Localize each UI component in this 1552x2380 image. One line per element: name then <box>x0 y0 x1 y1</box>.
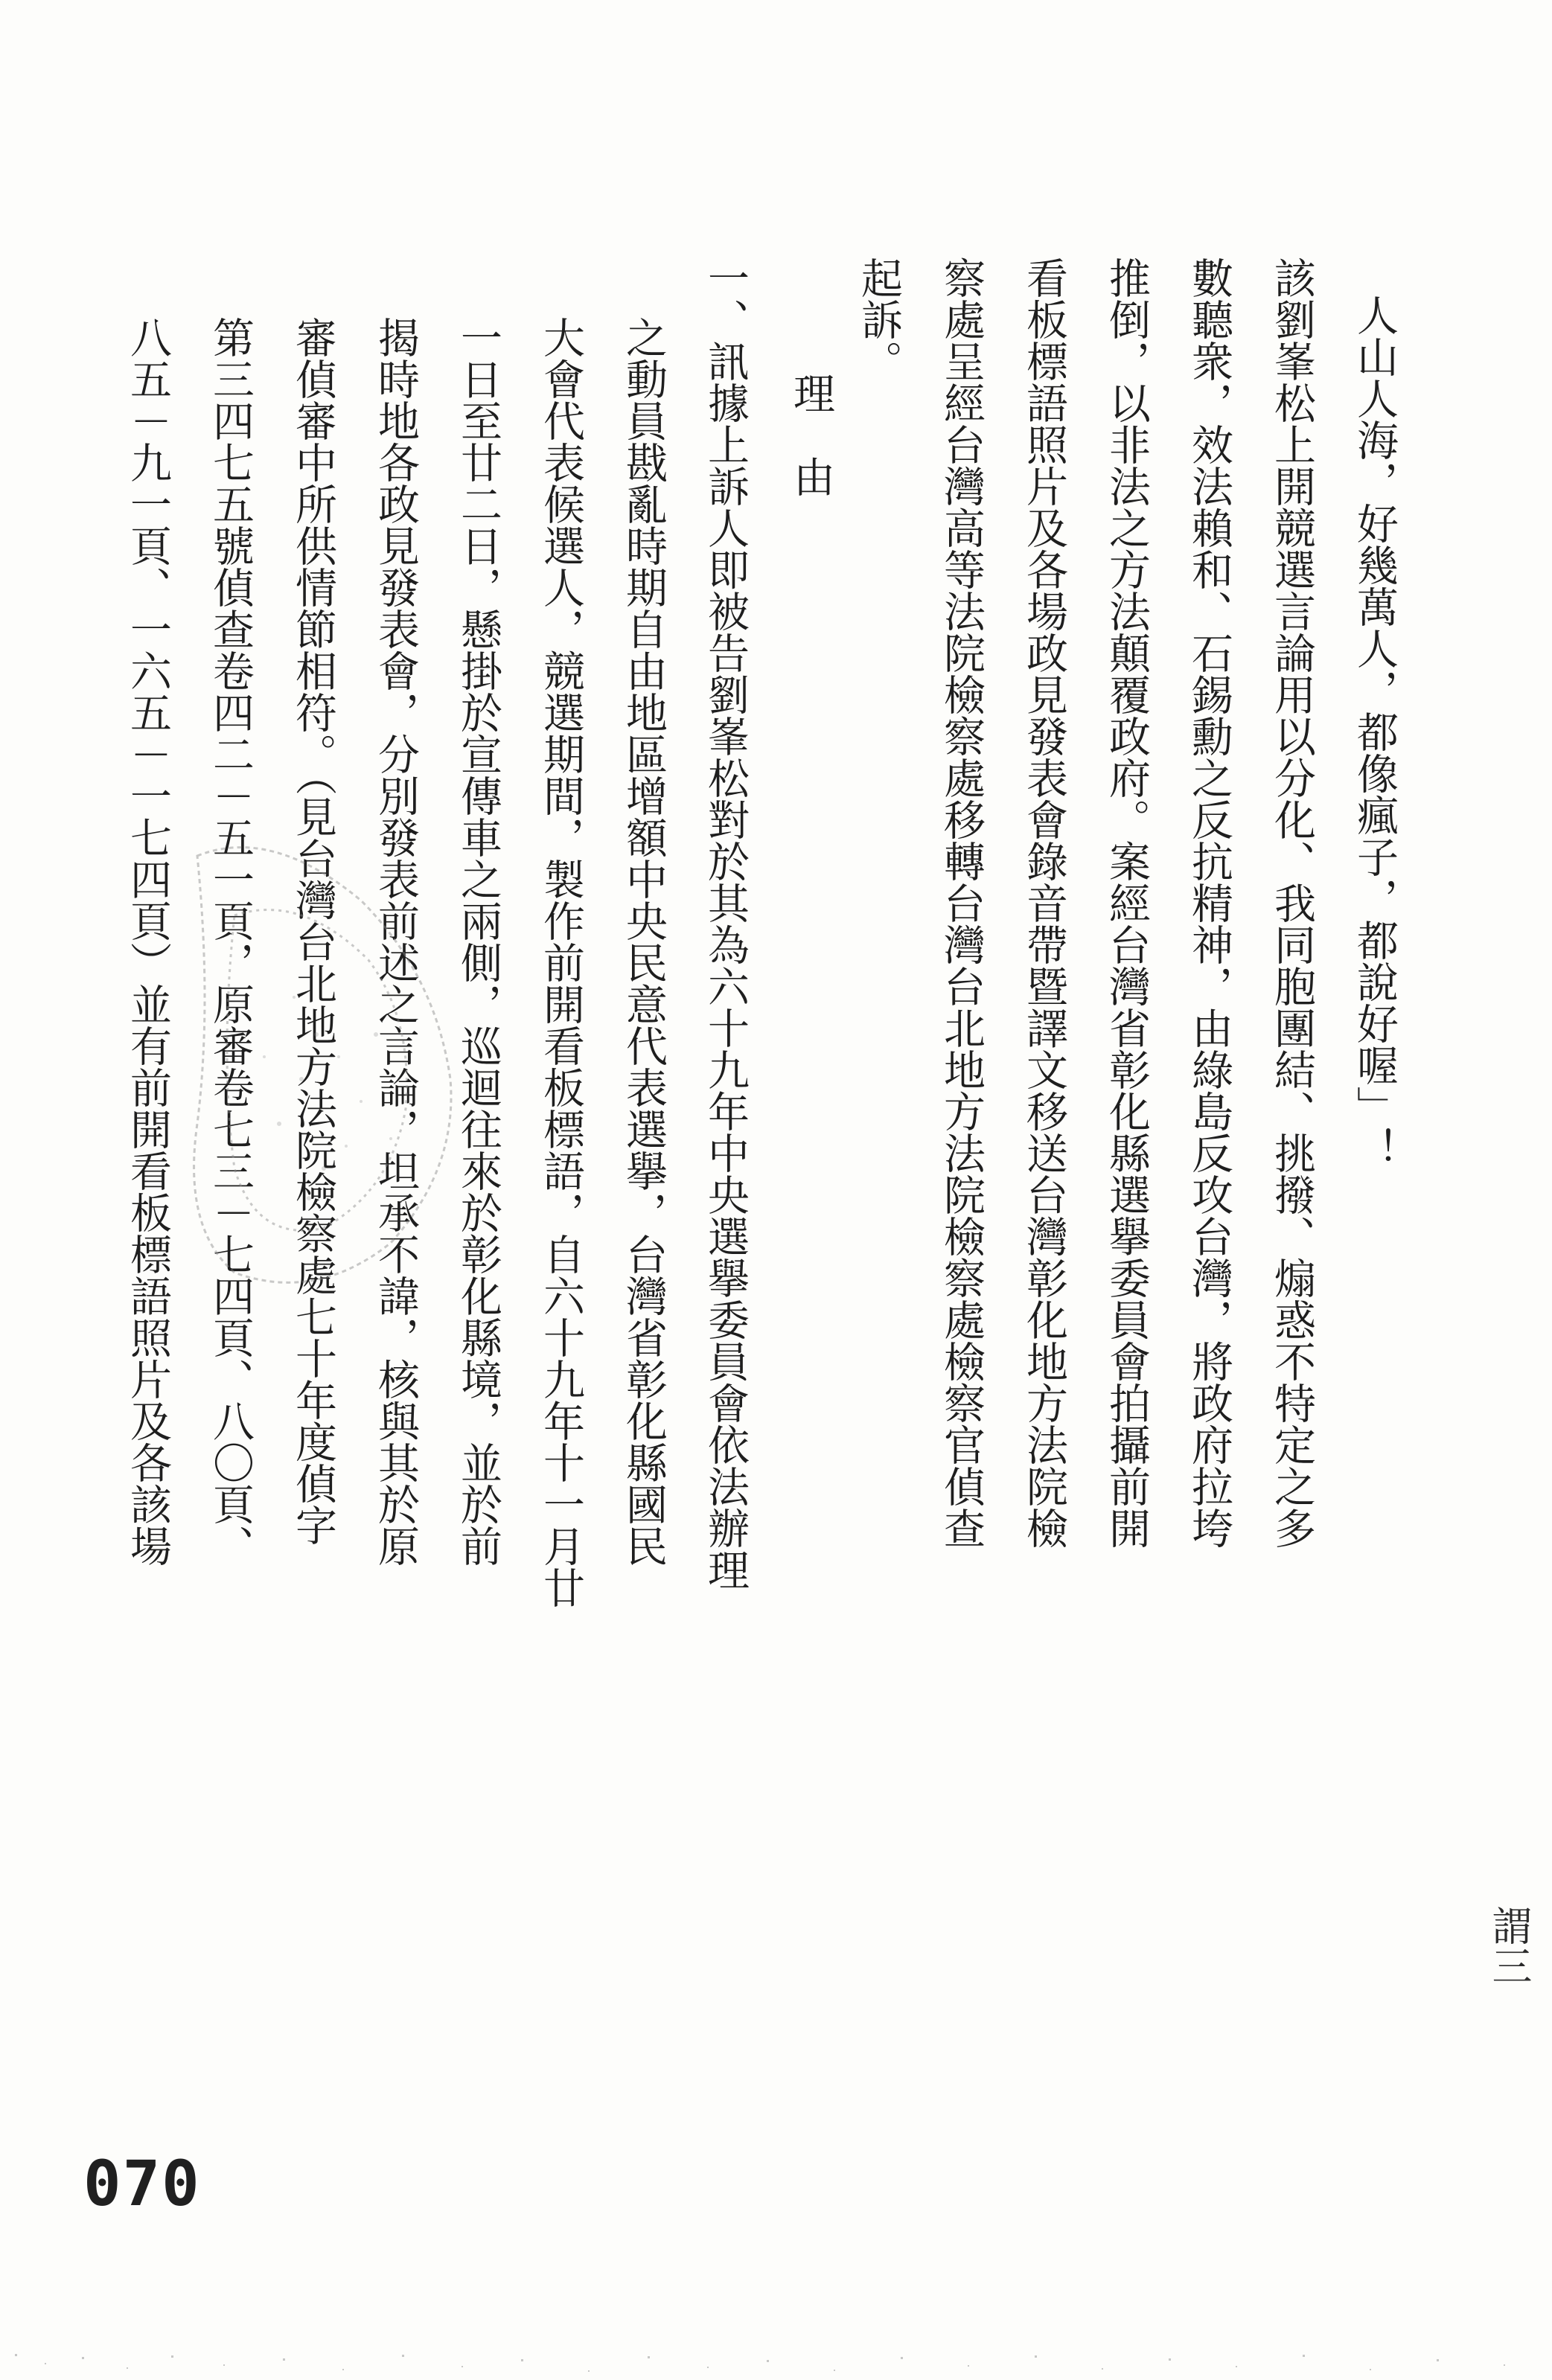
text-column-13: 揭時地各政見發表會，分別發表前述之言論，坦承不諱，核與其於原 <box>371 316 420 1567</box>
text-column-9: 一、訊據上訴人即被告劉峯松對於其為六十九年中央選擧委員會依法辦理 <box>701 257 750 1590</box>
section-heading: 理 由 <box>787 372 835 497</box>
text-column-7: 起訴。 <box>855 257 903 382</box>
margin-note: 謂三 <box>1486 1905 1533 1986</box>
text-column-10: 之動員戡亂時期自由地區增額中央民意代表選擧，台灣省彰化縣國民 <box>619 316 668 1567</box>
text-column-2: 該劉峯松上開競選言論用以分化、我同胞團結、挑撥、煽惑不特定之多 <box>1268 257 1316 1549</box>
text-column-16: 八五－九一頁、一六五－一七四頁）並有前開看板標語照片及各該場 <box>124 316 172 1567</box>
text-column-14: 審偵審中所供情節相符。（見台灣台北地方法院檢察處七十年度偵字 <box>289 316 337 1546</box>
text-column-15: 第三四七五號偵查卷四二－五一頁，原審卷七三－七四頁、八〇頁、 <box>206 316 255 1567</box>
text-column-11: 大會代表候選人，競選期間，製作前開看板標語，自六十九年十一月廿 <box>537 316 585 1608</box>
text-column-4: 推倒，以非法之方法顛覆政府。案經台灣省彰化縣選擧委員會拍攝前開 <box>1102 257 1151 1549</box>
text-column-5: 看板標語照片及各場政見發表會錄音帶暨譯文移送台灣彰化地方法院檢 <box>1020 257 1068 1549</box>
page-number: 070 <box>83 2147 201 2220</box>
scan-noise-strip <box>0 2348 1552 2380</box>
text-column-3: 數聽衆，效法賴和、石錫勳之反抗精神，由綠島反攻台灣，將政府拉垮 <box>1185 257 1233 1549</box>
text-column-6: 察處呈經台灣高等法院檢察處移轉台灣台北地方法院檢察處檢察官偵查 <box>937 257 986 1549</box>
text-column-1: 人山人海，好幾萬人，都像瘋子，都說好喔」！ <box>1350 294 1399 1169</box>
text-column-12: 一日至廿二日，懸掛於宣傳車之兩側，巡迴往來於彰化縣境，並於前 <box>454 316 502 1567</box>
